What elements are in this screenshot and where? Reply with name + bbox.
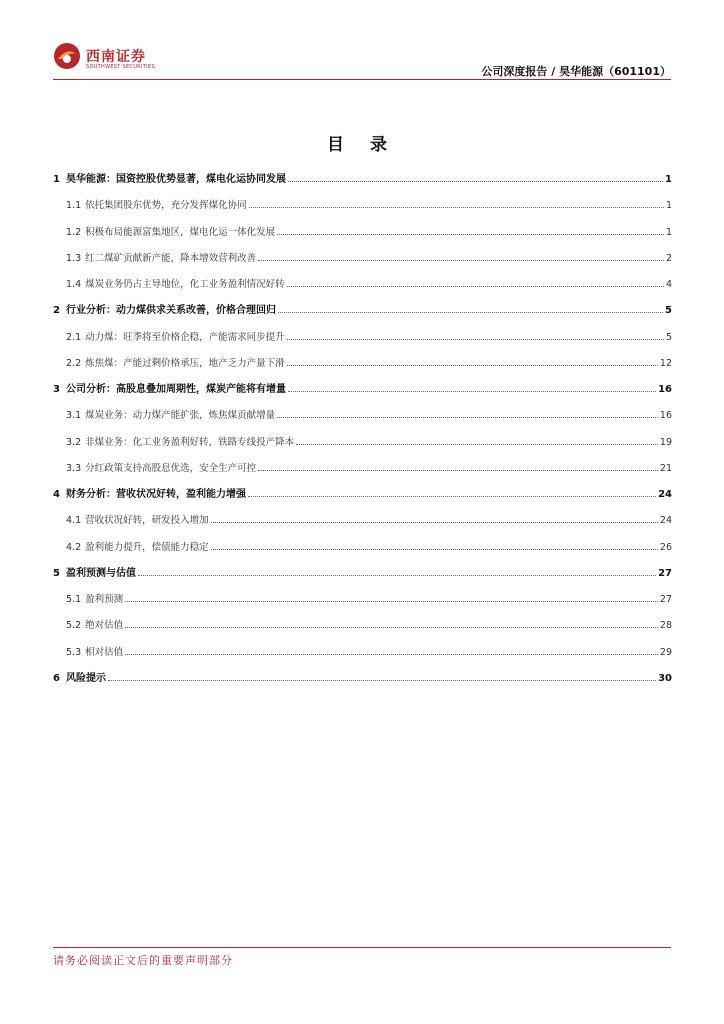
- toc-entry-title: 非煤业务：化工业务盈利好转，铁路专线投产降本: [85, 436, 295, 448]
- toc-entry-number: 3.2: [66, 436, 82, 448]
- toc-dot-leader: [249, 197, 664, 208]
- toc-entry-number: 4.2: [66, 541, 82, 553]
- toc-subsection-entry[interactable]: [53, 249, 672, 275]
- toc-entry-title: 积极布局能源富集地区，煤电化运一体化发展: [85, 226, 276, 238]
- toc-subsection-entry[interactable]: [53, 459, 672, 485]
- toc-entry-title: 炼焦煤：产能过剩价格承压，地产乏力产量下滑: [85, 357, 285, 369]
- header-divider: [53, 79, 671, 80]
- toc-subsection-entry[interactable]: [53, 223, 672, 249]
- toc-entry-title: 煤炭业务仍占主导地位，化工业务盈利情况好转: [85, 279, 285, 290]
- logo-emblem-icon: [53, 42, 81, 70]
- toc-entry-number: 4.1: [66, 515, 82, 527]
- toc-entry-number: 1.3: [66, 252, 82, 264]
- toc-entry-title: 绝对估值: [85, 620, 124, 632]
- toc-entry-number: 1: [53, 174, 60, 185]
- toc-dot-leader: [287, 355, 658, 366]
- toc-title: 目 录: [327, 135, 397, 155]
- toc-entry-title: 盈利预测: [85, 594, 124, 605]
- toc-page-number: 1: [665, 200, 672, 212]
- toc-dot-leader: [278, 302, 663, 313]
- toc-subsection-entry[interactable]: [53, 590, 672, 616]
- toc-dot-leader: [248, 486, 656, 497]
- toc-section-entry[interactable]: [53, 485, 672, 511]
- toc-page-number: 30: [658, 672, 672, 684]
- toc-page-number: 16: [659, 410, 672, 422]
- toc-section-entry[interactable]: [53, 564, 672, 590]
- toc-dot-leader: [287, 329, 664, 340]
- toc-page-number: 1: [665, 226, 672, 238]
- toc-entry-number: 3.1: [66, 410, 82, 422]
- toc-section-entry[interactable]: [53, 380, 672, 406]
- toc-entry-number: 1.2: [66, 226, 82, 238]
- toc-entry-title: 风险提示: [65, 672, 106, 684]
- toc-page-number: 24: [659, 515, 672, 527]
- toc-subsection-entry[interactable]: [53, 643, 672, 669]
- toc-section-entry[interactable]: [53, 170, 672, 196]
- toc-dot-leader: [211, 539, 658, 550]
- toc-entry-number: 5.1: [66, 594, 82, 605]
- toc-entry-number: 2: [53, 305, 60, 317]
- toc-dot-leader: [108, 670, 656, 681]
- toc-page-number: 16: [658, 384, 672, 395]
- toc-entry-title: 盈利能力提升，偿债能力稳定: [85, 541, 209, 553]
- toc-entry-title: 动力煤：旺季将至价格企稳，产能需求同步提升: [85, 331, 285, 343]
- toc-dot-leader: [258, 460, 658, 471]
- toc-page-number: 26: [659, 541, 672, 553]
- toc-page-number: 21: [659, 462, 672, 474]
- report-header-title: 公司深度报告 / 昊华能源（601101）: [481, 65, 671, 78]
- toc-entry-number: 6: [53, 672, 60, 684]
- toc-entry-title: 红二煤矿贡献新产能，降本增效营利改善: [85, 252, 257, 264]
- toc-dot-leader: [296, 434, 658, 445]
- toc-dot-leader: [125, 644, 658, 655]
- toc-page-number: 29: [659, 646, 672, 658]
- toc-subsection-entry[interactable]: [53, 275, 672, 301]
- toc-entry-number: 1.1: [66, 200, 82, 212]
- footer-disclaimer: 请务必阅读正文后的重要声明部分: [53, 954, 233, 967]
- toc-page-number: 28: [659, 620, 672, 632]
- table-of-contents: [53, 170, 672, 695]
- toc-page-number: 5: [665, 331, 672, 343]
- toc-entry-number: 3.3: [66, 462, 82, 474]
- toc-dot-leader: [125, 591, 658, 602]
- toc-entry-number: 2.1: [66, 331, 82, 343]
- logo-subtitle: SOUTHWEST SECURITIES: [86, 64, 155, 70]
- toc-page-number: 24: [658, 489, 672, 500]
- toc-subsection-entry[interactable]: [53, 406, 672, 432]
- toc-dot-leader: [125, 617, 658, 628]
- toc-dot-leader: [138, 565, 656, 576]
- toc-dot-leader: [288, 171, 663, 182]
- toc-subsection-entry[interactable]: [53, 196, 672, 222]
- toc-dot-leader: [211, 512, 658, 523]
- toc-entry-title: 行业分析：动力煤供求关系改善，价格合理回归: [65, 305, 276, 317]
- toc-page-number: 4: [665, 279, 672, 290]
- toc-section-entry[interactable]: [53, 301, 672, 327]
- toc-subsection-entry[interactable]: [53, 538, 672, 564]
- toc-entry-number: 5.2: [66, 620, 82, 632]
- toc-page-number: 5: [665, 305, 672, 317]
- toc-page-number: 19: [659, 436, 672, 448]
- toc-page-number: 2: [665, 252, 672, 264]
- toc-entry-number: 2.2: [66, 357, 82, 369]
- toc-entry-number: 5: [53, 567, 60, 579]
- toc-entry-title: 昊华能源：国资控股优势显著，煤电化运协同发展: [65, 174, 286, 185]
- toc-dot-leader: [277, 224, 664, 235]
- footer-divider: [53, 947, 671, 948]
- toc-subsection-entry[interactable]: [53, 433, 672, 459]
- toc-entry-title: 营收状况好转，研发投入增加: [85, 515, 209, 527]
- toc-entry-title: 分红政策支持高股息优选，安全生产可控: [85, 462, 257, 474]
- toc-dot-leader: [277, 407, 658, 418]
- toc-section-entry[interactable]: [53, 669, 672, 695]
- toc-entry-number: 5.3: [66, 646, 82, 658]
- toc-entry-number: 3: [53, 384, 60, 395]
- toc-subsection-entry[interactable]: [53, 511, 672, 537]
- toc-entry-title: 煤炭业务：动力煤产能扩张，炼焦煤贡献增量: [85, 410, 276, 422]
- toc-page-number: 12: [659, 357, 672, 369]
- toc-entry-title: 相对估值: [85, 646, 124, 658]
- logo-name: 西南证券: [86, 49, 146, 65]
- toc-dot-leader: [258, 250, 664, 261]
- toc-entry-title: 盈利预测与估值: [65, 567, 136, 579]
- toc-subsection-entry[interactable]: [53, 328, 672, 354]
- toc-entry-title: 公司分析：高股息叠加周期性，煤炭产能将有增量: [65, 384, 286, 395]
- toc-dot-leader: [287, 276, 664, 287]
- toc-page-number: 1: [665, 174, 672, 185]
- toc-entry-title: 财务分析：营收状况好转，盈利能力增强: [65, 489, 246, 500]
- toc-page-number: 27: [658, 567, 672, 579]
- toc-page-number: 27: [659, 594, 672, 605]
- toc-subsection-entry[interactable]: [53, 616, 672, 642]
- toc-entry-number: 4: [53, 489, 60, 500]
- toc-entry-title: 依托集团股东优势，充分发挥煤化协同: [85, 200, 247, 212]
- toc-entry-number: 1.4: [66, 279, 82, 290]
- toc-subsection-entry[interactable]: [53, 354, 672, 380]
- toc-dot-leader: [288, 381, 656, 392]
